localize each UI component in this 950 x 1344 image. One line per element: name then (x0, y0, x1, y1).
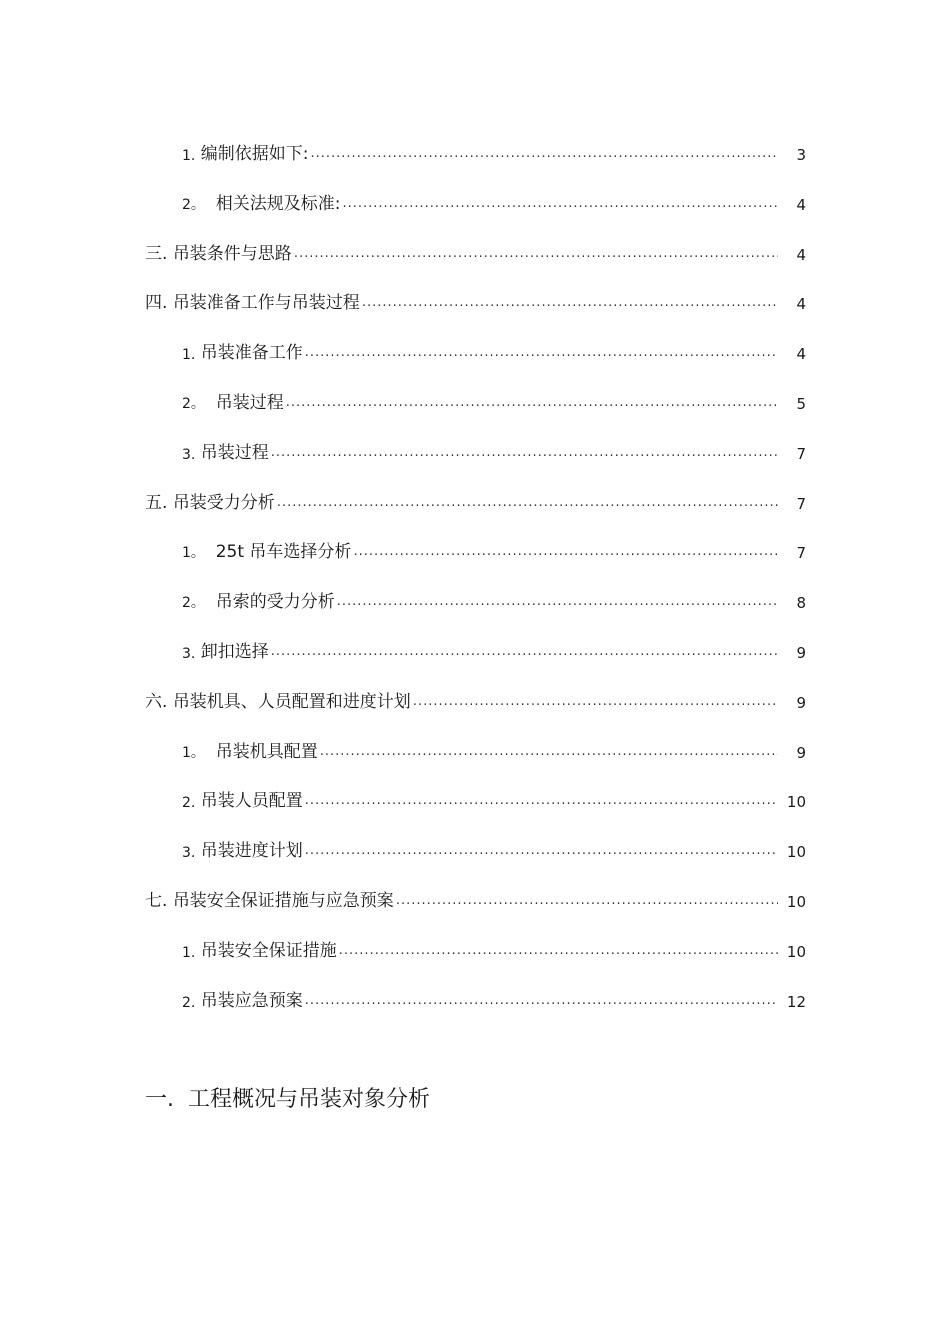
toc-entry-number: 五. (145, 492, 168, 513)
toc-entry-label: 编制依据如下: (200, 144, 309, 164)
toc-entry-label: 吊索的受力分析 (215, 592, 335, 613)
section-heading: 一. 工程概况与吊装对象分析 (145, 1087, 430, 1112)
toc-entry-page: 9 (796, 743, 806, 762)
toc-entry-page: 9 (796, 693, 806, 712)
toc-entry-number: 1. (182, 347, 196, 364)
toc-entry-number: 1。 (182, 545, 205, 562)
toc-entry-label: 吊装机具配置 (215, 741, 318, 762)
toc-entry-gap (205, 542, 216, 562)
toc-leader-dots (286, 395, 778, 410)
toc-entry-number: 3. (182, 845, 196, 862)
toc-entry[interactable] (0, 831, 950, 861)
toc-entry-line (145, 288, 806, 313)
toc-leader-dots (396, 893, 778, 908)
toc-entry[interactable] (0, 931, 950, 961)
toc-entry-page: 9 (796, 644, 806, 662)
toc-entry-number: 2。 (182, 196, 205, 213)
toc-entry-line (182, 438, 806, 463)
toc-entry-page: 4 (796, 245, 806, 264)
toc-entry[interactable] (0, 682, 950, 712)
toc-leader-dots (337, 594, 778, 609)
toc-entry-label: 吊装机具、人员配置和进度计划 (172, 691, 411, 712)
toc-entry-line (182, 936, 806, 961)
toc-entry-label: 吊装准备工作 (200, 343, 303, 364)
toc-entry-number: 1. (182, 944, 196, 961)
toc-entry-page: 8 (796, 594, 806, 613)
toc-entry-label: 吊装安全保证措施与应急预案 (172, 891, 394, 911)
toc-entry-line (182, 737, 806, 762)
toc-entry-page: 4 (796, 345, 806, 364)
toc-entry[interactable] (0, 333, 950, 363)
toc-entry-label: 25t 吊车选择分析 (215, 542, 352, 563)
toc-entry-page: 7 (796, 544, 806, 563)
toc-entry-label: 吊装进度计划 (200, 841, 303, 862)
toc-leader-dots (413, 694, 778, 709)
toc-entry-line (182, 388, 806, 413)
toc-entry-label: 吊装准备工作与吊装过程 (172, 293, 360, 314)
toc-leader-dots (320, 744, 778, 759)
toc-entry-page: 4 (796, 195, 806, 214)
toc-entry-number: 七. (145, 891, 168, 911)
toc-entry-gap (205, 194, 216, 214)
toc-entry-label: 吊装安全保证措施 (200, 940, 337, 961)
toc-leader-dots (305, 843, 778, 858)
toc-entry-number: 2。 (182, 595, 205, 612)
toc-entry-number: 1. (182, 148, 196, 164)
toc-entry-number: 六. (145, 691, 168, 712)
toc-entry-label: 卸扣选择 (200, 642, 269, 662)
toc-entry[interactable] (0, 632, 950, 662)
toc-entry-number: 2。 (182, 396, 205, 412)
toc-entry-page: 5 (796, 395, 806, 413)
toc-leader-dots (271, 445, 778, 460)
toc-entry[interactable] (0, 532, 950, 562)
toc-entry-line (182, 587, 806, 612)
toc-entry-gap (205, 742, 216, 762)
toc-entry-page: 3 (796, 146, 806, 164)
toc-entry-gap (205, 393, 216, 413)
toc-entry-line (182, 836, 806, 861)
toc-entry-label: 吊装过程 (200, 442, 269, 463)
toc-entry-number: 3. (182, 646, 196, 662)
toc-entry-line (182, 637, 806, 662)
toc-entry[interactable] (0, 981, 950, 1011)
toc-entry-line (182, 786, 806, 811)
toc-entry-line (145, 239, 806, 264)
toc-entry[interactable] (0, 732, 950, 762)
toc-entry-line (182, 189, 806, 214)
toc-entry-label: 吊装应急预案 (200, 990, 303, 1011)
toc-leader-dots (271, 644, 778, 659)
toc-entry-number: 1。 (182, 744, 205, 761)
toc-leader-dots (305, 793, 778, 808)
toc-leader-dots (362, 295, 778, 310)
toc-entry-line (182, 338, 806, 363)
toc-entry-number: 2. (182, 795, 196, 812)
toc-entry-label: 吊装过程 (215, 393, 284, 413)
toc-entry[interactable] (0, 383, 950, 413)
toc-leader-dots (294, 246, 778, 261)
toc-leader-dots (305, 993, 778, 1008)
toc-leader-dots (342, 196, 778, 211)
toc-entry-number: 3. (182, 446, 196, 463)
toc-entry-line (182, 139, 806, 164)
toc-entry-page: 10 (786, 793, 806, 812)
toc-entry-line (182, 537, 806, 562)
toc-entry-line (182, 986, 806, 1011)
toc-entry[interactable] (0, 184, 950, 214)
toc-entry-label: 相关法规及标准: (215, 193, 341, 214)
toc-entry[interactable] (0, 283, 950, 313)
toc-entry-line (145, 488, 806, 513)
toc-entry-line (145, 687, 806, 712)
toc-entry-number: 四. (145, 293, 168, 314)
toc-entry-page: 12 (786, 992, 806, 1011)
toc-entry-page: 4 (796, 295, 806, 314)
toc-entry-page: 10 (786, 942, 806, 961)
toc-entry[interactable] (0, 134, 950, 164)
toc-entry[interactable] (0, 234, 950, 264)
toc-leader-dots (353, 544, 778, 559)
toc-entry-label: 吊装人员配置 (200, 791, 303, 812)
toc-entry-label: 吊装条件与思路 (172, 243, 292, 264)
toc-leader-dots (339, 943, 778, 958)
toc-entry[interactable] (0, 582, 950, 612)
toc-entry-number: 三. (145, 243, 168, 264)
toc-entry[interactable] (0, 433, 950, 463)
toc-leader-dots (277, 495, 778, 510)
toc-entry[interactable] (0, 781, 950, 811)
toc-entry-label: 吊装受力分析 (172, 492, 275, 513)
toc-entry-page: 7 (796, 444, 806, 463)
toc-entry-page: 10 (786, 893, 806, 911)
toc-entry[interactable] (0, 483, 950, 513)
toc-leader-dots (311, 146, 779, 161)
toc-entry-line (145, 886, 806, 911)
toc-entry-page: 7 (796, 494, 806, 513)
toc-entry[interactable] (0, 881, 950, 911)
toc-entry-page: 10 (786, 843, 806, 862)
toc-entry-gap (205, 592, 216, 612)
toc-entry-number: 2. (182, 994, 196, 1011)
toc-leader-dots (305, 345, 778, 360)
